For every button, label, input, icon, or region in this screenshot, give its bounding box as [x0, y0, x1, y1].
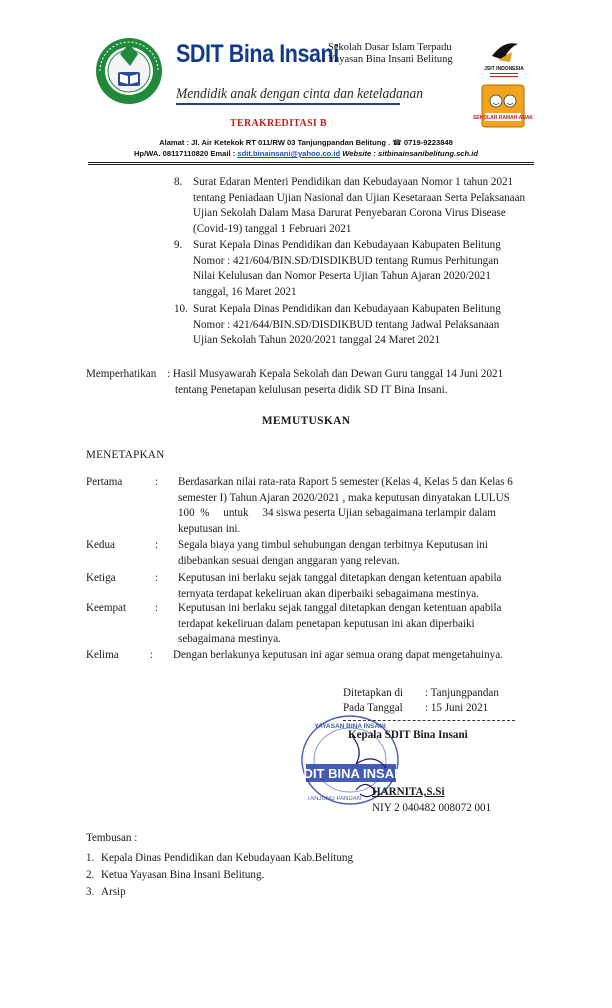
place-label: Ditetapkan di: [343, 687, 404, 699]
text-line: Nomor : 421/644/BIN.SD/DISDIKBUD tentang Jadwal Pelaksanaan: [193, 318, 500, 331]
stamp-top-text: YAYASAN BINA INSANI: [314, 723, 386, 730]
text-line: sebagaimana mestinya.: [178, 633, 281, 646]
text-line: Ujian Sekolah Dalam Masa Darurat Penyebaran Corona Virus Disease: [193, 207, 506, 220]
text-line: Nilai Kelulusan dan Nomor Peserta Ujian Tahun Ajaran 2020/2021: [193, 270, 491, 283]
stamp-bottom-text: TANJUNG PANDAN: [306, 796, 362, 802]
text-line: dibebankan sesuai dengan anggaran yang relevan.: [178, 554, 400, 567]
text-line: Surat Kepala Dinas Pendidikan dan Kebudayaan Kabupaten Belitung: [193, 303, 501, 315]
decision-ketiga: [178, 571, 534, 602]
decision-colon: :: [155, 539, 159, 551]
text-line: (Covid-19) tanggal 1 Februari 2021: [193, 222, 352, 235]
jsit-logo: [484, 38, 524, 80]
memperhatikan-label: Memperhatikan: [86, 368, 157, 380]
school-tagline: Mendidik anak dengan cinta dan keteladanan: [176, 86, 424, 102]
text-line: Segala biaya yang timbul sehubungan dengan terbitnya Keputusan ini: [178, 539, 488, 551]
text-line: 100 % untuk 34 siswa peserta Ujian sebagaimana terlampir dalam: [178, 507, 496, 520]
decision-colon: :: [155, 476, 159, 488]
cc-number: 2.: [86, 869, 95, 881]
text-line: ternyata terdapat kekeliruan akan diperbaiki sebagaimana mestinya.: [178, 587, 479, 600]
jsit-logo-text: JSIT INDONESIA: [484, 66, 524, 72]
decision-label: Ketiga: [86, 572, 116, 584]
school-logo: [94, 36, 164, 106]
cc-number: 1.: [86, 852, 95, 864]
school-description: [328, 42, 453, 66]
website-link[interactable]: sitbinainsanibelitung.sch.id: [378, 149, 479, 158]
cc-item: Ketua Yayasan Bina Insani Belitung.: [101, 869, 265, 881]
school-contact: [0, 149, 612, 158]
item-number: 9.: [174, 239, 183, 251]
signatory-name: HARNITA,S.Si: [372, 786, 445, 798]
considering-item-8: [193, 175, 533, 237]
decision-keempat: [178, 601, 534, 648]
website-label: Website :: [342, 149, 376, 158]
text-line: Surat Edaran Menteri Pendidikan dan Kebudayaan Nomor 1 tahun 2021: [193, 176, 514, 188]
text-line: Surat Kepala Dinas Pendidikan dan Kebudayaan Kabupaten Belitung: [193, 239, 501, 251]
date-label: Pada Tanggal: [343, 702, 403, 714]
text-line: : Hasil Musyawarah Kepala Sekolah dan Dewan Guru tanggal 14 Juni 2021: [167, 368, 504, 380]
decision-colon: :: [150, 649, 154, 661]
text-line: Berdasarkan nilai rata-rata Raport 5 semester (Kelas 4, Kelas 5 dan Kelas 6: [178, 476, 513, 488]
item-number: 8.: [174, 176, 183, 188]
contact-prefix: Hp/WA. 08117110820 Email :: [133, 149, 236, 158]
cc-number: 3.: [86, 886, 95, 898]
place-value: : Tanjungpandan: [425, 687, 499, 699]
cc-item: Arsip: [101, 886, 126, 898]
considering-item-10: [193, 302, 533, 349]
text-line: Keputusan ini berlaku sejak tanggal ditetapkan dengan ketentuan apabila: [178, 602, 502, 614]
decision-label: Kelima: [86, 649, 119, 661]
ramah-anak-text: SEKOLAH RAMAH ANAK: [472, 115, 534, 121]
considering-item-9: [193, 238, 533, 300]
text-line: Keputusan ini berlaku sejak tanggal ditetapkan dengan ketentuan apabila: [178, 572, 502, 584]
text-line: tentang Penetapan kelulusan peserta didik SD IT Bina Insani.: [175, 383, 448, 396]
date-value: : 15 Juni 2021: [425, 702, 489, 714]
brand-sub-line-2: Yayasan Bina Insani Belitung: [328, 54, 453, 65]
text-line: terdapat kekeliruan dalam penetapan keputusan ini akan diperbaiki: [178, 617, 475, 630]
decision-kedua: [178, 538, 534, 569]
decision-colon: :: [155, 602, 159, 614]
menetapkan-heading: MENETAPKAN: [86, 449, 165, 461]
text-line: Dengan berlakunya keputusan ini agar semua orang dapat mengetahuinya.: [173, 649, 503, 661]
decision-title: MEMUTUSKAN: [261, 415, 351, 427]
signatory-position: Kepala SDIT Bina Insani: [348, 729, 468, 741]
cc-title: Tembusan :: [86, 832, 138, 844]
decision-colon: :: [155, 572, 159, 584]
decision-kelima: [173, 648, 533, 664]
stamp-main-text: SDIT BINA INSANI: [294, 766, 408, 781]
tagline-underline: [176, 103, 400, 105]
brand-sub-line-1: Sekolah Dasar Islam Terpadu: [328, 42, 452, 53]
decision-label: Keempat: [86, 602, 127, 614]
sekolah-ramah-anak-logo: [472, 84, 534, 128]
header-divider-top: [88, 162, 534, 163]
decision-pertama: [178, 475, 534, 537]
text-line: keputusan ini.: [178, 522, 241, 535]
memperhatikan-text: [167, 367, 537, 398]
email-link[interactable]: sdit.binainsani@yahoo.co.id: [237, 149, 341, 158]
text-line: tentang Peniadaan Ujian Nasional dan Ujian Kesetaraan Serta Pelaksanaan: [193, 191, 526, 204]
header-divider-bottom: [88, 164, 534, 165]
school-brand-name: SDIT Bina Insani: [176, 40, 339, 68]
accreditation-label: TERAKREDITASI B: [230, 118, 327, 129]
school-address: Alamat : Jl. Air Ketekok RT 011/RW 03 Tanjungpandan Belitung . ☎ 0719-9223848: [159, 138, 453, 147]
item-number: 10.: [174, 303, 188, 315]
text-line: Nomor : 421/604/BIN.SD/DISDIKBUD tentang Rumus Perhitungan: [193, 254, 499, 267]
text-line: tanggal, 16 Maret 2021: [193, 285, 297, 298]
text-line: Ujian Sekolah Tahun 2020/2021 tanggal 24 Maret 2021: [193, 334, 441, 347]
decision-label: Kedua: [86, 539, 115, 551]
decision-label: Pertama: [86, 476, 123, 488]
text-line: semester I) Tahun Ajaran 2020/2021 , maka keputusan dinyatakan LULUS: [178, 491, 510, 504]
signatory-niy: NIY 2 040482 008072 001: [372, 802, 492, 814]
cc-item: Kepala Dinas Pendidikan dan Kebudayaan Kab.Belitung: [101, 852, 354, 864]
